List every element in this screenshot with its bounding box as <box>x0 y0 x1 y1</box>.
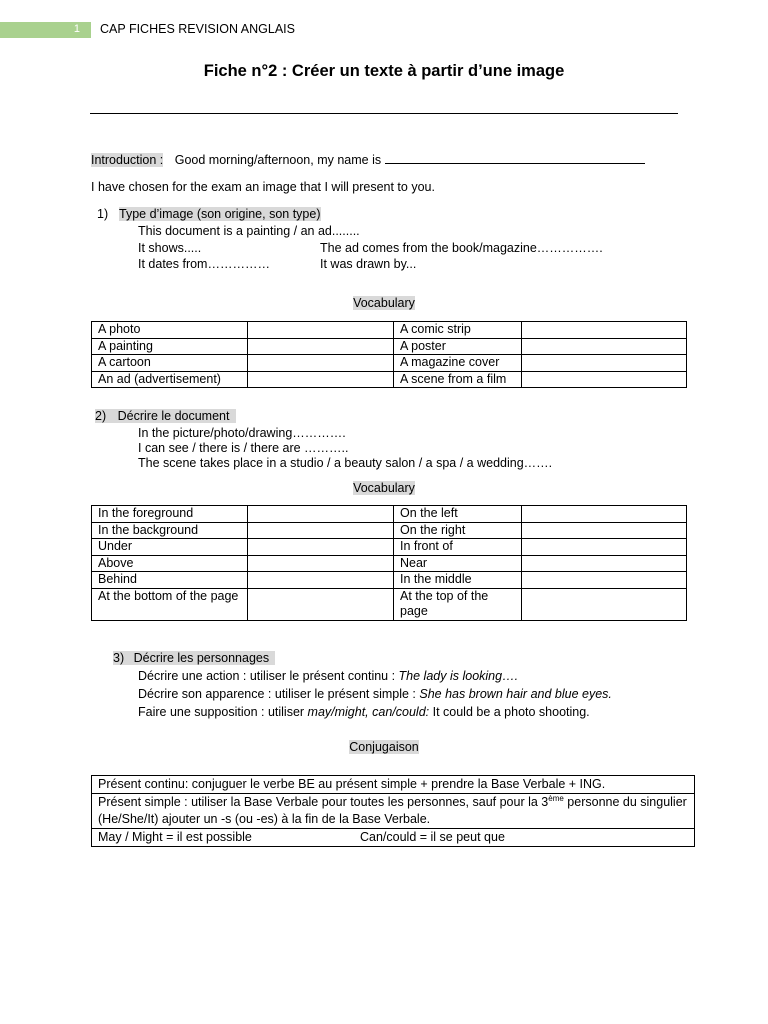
section3-line3-example: It could be a photo shooting. <box>429 705 590 719</box>
table-cell: Behind <box>92 572 248 589</box>
table-row <box>92 506 687 523</box>
section3-line3 <box>138 705 590 719</box>
section3-line1-text: Décrire une action : utiliser le présent continu : <box>138 669 399 683</box>
table-cell: A cartoon <box>92 355 248 372</box>
vocab1-title-wrap <box>0 296 768 310</box>
title-divider <box>90 113 678 114</box>
intro-text: Good morning/afternoon, my name is <box>174 153 382 167</box>
table-cell <box>248 588 394 620</box>
table-row <box>92 355 687 372</box>
section2-line2: I can see / there is / there are ……….. <box>138 441 349 455</box>
table-cell: On the right <box>394 522 522 539</box>
vocab1-title: Vocabulary <box>353 296 415 310</box>
table-cell: A comic strip <box>394 322 522 339</box>
table-row <box>92 776 695 794</box>
table-cell <box>248 506 394 523</box>
section3-line2-text: Décrire son apparence : utiliser le présent simple : <box>138 687 420 701</box>
table-cell: A painting <box>92 338 248 355</box>
table-cell <box>522 555 687 572</box>
table-cell <box>522 338 687 355</box>
section1-number: 1) <box>97 207 109 221</box>
section1-line2a: It shows..... <box>138 241 202 255</box>
section3-line1-example: The lady is looking…. <box>398 669 519 683</box>
table-cell: In front of <box>394 539 522 556</box>
table-row <box>92 371 687 388</box>
section3-line1 <box>138 669 518 683</box>
table-row <box>92 539 687 556</box>
table-cell <box>248 371 394 388</box>
conjugaison-title: Conjugaison <box>349 740 419 754</box>
section1-line2b: The ad comes from the book/magazine……………. <box>320 241 603 255</box>
table-cell: In the background <box>92 522 248 539</box>
table-cell <box>248 572 394 589</box>
conjugaison-title-wrap <box>0 740 768 754</box>
section3-line2 <box>138 687 612 701</box>
vocab2-title: Vocabulary <box>353 481 415 495</box>
table-cell <box>248 322 394 339</box>
table-row <box>92 572 687 589</box>
section3-heading-bar <box>113 651 275 665</box>
header-title: CAP FICHES REVISION ANGLAIS <box>100 22 295 36</box>
table-cell <box>248 522 394 539</box>
table-row <box>92 555 687 572</box>
vocab2-table <box>91 505 687 621</box>
table-cell <box>248 355 394 372</box>
table-cell <box>92 794 695 829</box>
section3-line3-modals: may/might, can/could: <box>307 705 430 719</box>
table-row <box>92 338 687 355</box>
table-row <box>92 522 687 539</box>
section3-heading: Décrire les personnages <box>133 651 270 665</box>
table-cell: In the middle <box>394 572 522 589</box>
table-cell <box>522 588 687 620</box>
section2-number: 2) <box>95 409 107 423</box>
table-cell <box>248 338 394 355</box>
table-cell: Under <box>92 539 248 556</box>
may-might-text: May / Might = il est possible <box>98 830 252 844</box>
intro-sentence: I have chosen for the exam an image that I will present to you. <box>91 180 435 194</box>
section2-line1: In the picture/photo/drawing…………. <box>138 426 346 440</box>
table-cell: At the bottom of the page <box>92 588 248 620</box>
table-cell: An ad (advertisement) <box>92 371 248 388</box>
table-cell <box>522 322 687 339</box>
table-cell <box>248 539 394 556</box>
page-number-badge <box>0 22 91 38</box>
table-cell <box>522 355 687 372</box>
section1-heading: Type d’image (son origine, son type) <box>119 207 321 221</box>
table-row <box>92 588 687 620</box>
table-cell: A poster <box>394 338 522 355</box>
section3-line2-example: She has brown hair and blue eyes. <box>419 687 612 701</box>
table-cell <box>92 829 695 847</box>
table-cell <box>522 371 687 388</box>
intro-label: Introduction : <box>91 153 164 167</box>
table-cell: Above <box>92 555 248 572</box>
table-cell <box>522 539 687 556</box>
section3-number: 3) <box>113 651 125 665</box>
table-cell: A magazine cover <box>394 355 522 372</box>
present-simple-text: Présent simple : utiliser la Base Verbale pour toutes les personnes, sauf pour la 3 <box>98 795 549 809</box>
name-blank <box>385 152 645 164</box>
section1-line3b: It was drawn by... <box>320 257 417 271</box>
intro-line <box>91 152 645 167</box>
section1-line3a: It dates from…………… <box>138 257 270 271</box>
table-cell: At the top of the page <box>394 588 522 620</box>
table-cell: A photo <box>92 322 248 339</box>
table-cell: Présent continu: conjuguer le verbe BE au présent simple + prendre la Base Verbale + ING. <box>92 776 695 794</box>
table-row <box>92 322 687 339</box>
section2-line3: The scene takes place in a studio / a beauty salon / a spa / a wedding……. <box>138 456 553 470</box>
vocab2-title-wrap <box>0 481 768 495</box>
can-could-text: Can/could = il se peut que <box>360 830 505 844</box>
table-cell: Near <box>394 555 522 572</box>
table-cell: In the foreground <box>92 506 248 523</box>
section2-heading: Décrire le document <box>117 409 230 423</box>
page-number: 1 <box>73 23 80 35</box>
table-row <box>92 794 695 829</box>
superscript-eme: ème <box>548 793 564 803</box>
vocab1-table <box>91 321 687 388</box>
section3-line3-text: Faire une supposition : utiliser <box>138 705 308 719</box>
table-cell <box>522 522 687 539</box>
conjugaison-table <box>91 775 695 847</box>
table-cell: A scene from a film <box>394 371 522 388</box>
section1-line1: This document is a painting / an ad........ <box>138 224 360 238</box>
present-simple-text-end: personne du singulier (He/She/It) ajouter un -s (ou -es) à la fin de la Base Verbale. <box>98 795 687 826</box>
table-cell: On the left <box>394 506 522 523</box>
table-row <box>92 829 695 847</box>
table-cell <box>522 506 687 523</box>
page-title: Fiche n°2 : Créer un texte à partir d’une image <box>203 62 565 80</box>
section2-heading-bar <box>95 409 236 423</box>
table-cell <box>522 572 687 589</box>
table-cell <box>248 555 394 572</box>
